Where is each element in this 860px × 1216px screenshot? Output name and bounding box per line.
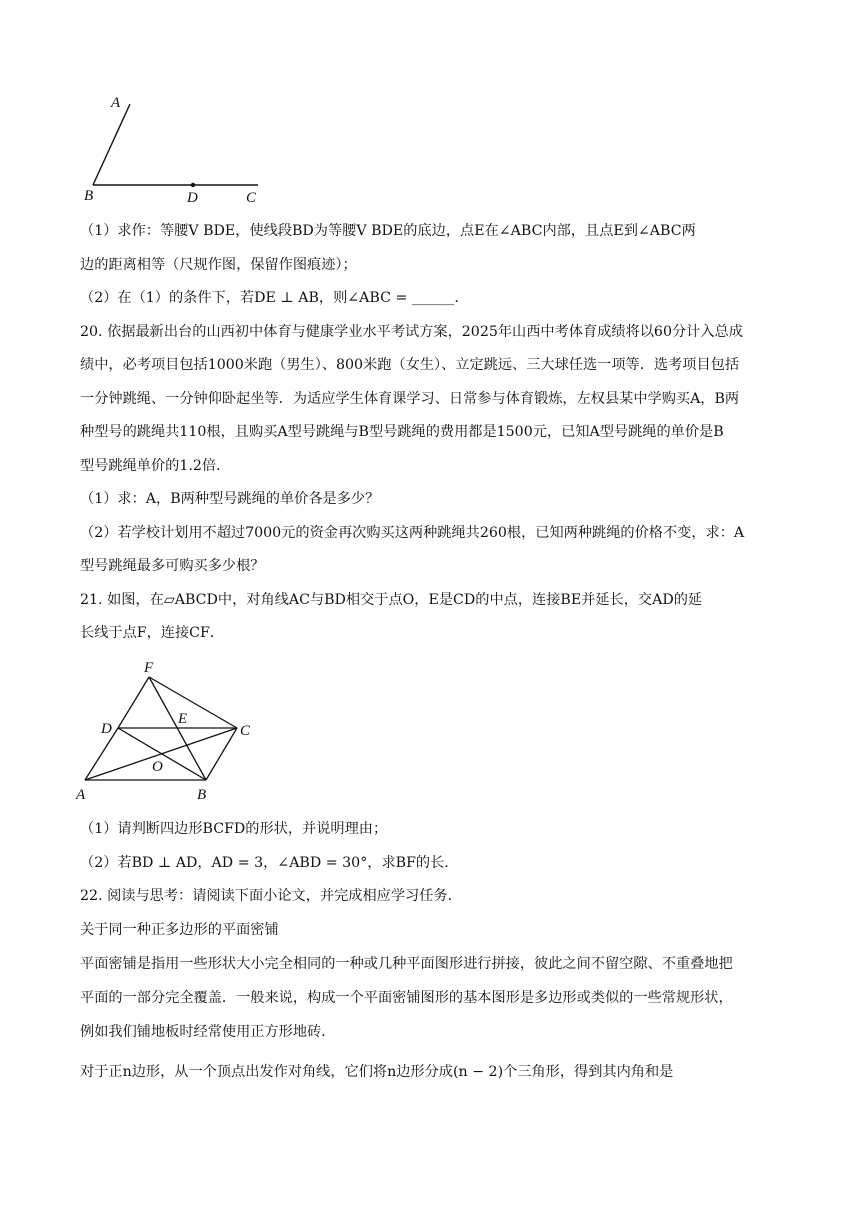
- label-A: A: [76, 787, 86, 803]
- q20-line5: 型号跳绳单价的1.2倍．: [80, 458, 231, 474]
- label-D: D: [101, 721, 112, 737]
- q20-part2-line1: （2）若学校计划用不超过7000元的资金再次购买这两种跳绳共260根，已知两种跳绳的价格不变，求：A: [80, 525, 745, 541]
- q22-para2: 对于正n边形，从一个顶点出发作对角线，它们将n边形分成(n − 2)个三角形，得到其内角和是: [80, 1064, 674, 1080]
- label-A: A: [111, 95, 121, 111]
- q19-part1-line1: （1）求作：等腰V BDE，使线段BD为等腰V BDE的底边，点E在∠ABC内部，且点E到∠ABC两: [80, 223, 696, 239]
- q21-line1: 21. 如图，在▱ABCD中，对角线AC与BD相交于点O，E是CD的中点，连接BE并延长，交AD的延: [80, 592, 703, 608]
- label-E: E: [178, 711, 188, 727]
- q21-part2: （2）若BD ⊥ AD，AD = 3，∠ABD = 30°，求BF的长．: [80, 855, 459, 871]
- label-B: B: [84, 188, 94, 204]
- q20-line4: 种型号的跳绳共110根，且购买A型号跳绳与B型号跳绳的费用都是1500元，已知A型号跳绳的单价是B: [80, 424, 724, 440]
- label-O: O: [152, 759, 163, 775]
- q20-line3: 一分钟跳绳、一分钟仰卧起坐等．为适应学生体育课学习、日常参与体育锻炼，左权县某中学购买A，B两: [80, 391, 740, 407]
- q20-part1: （1）求：A，B两种型号跳绳的单价各是多少？: [80, 491, 380, 507]
- q19-part1-line2: 边的距离相等（尺规作图，保留作图痕迹）；: [80, 257, 357, 273]
- parallelogram-figure: [70, 655, 270, 805]
- label-D: D: [187, 190, 198, 206]
- q22-intro: 22. 阅读与思考：请阅读下面小论文，并完成相应学习任务．: [80, 888, 462, 904]
- q22-para1-line3: 例如我们铺地板时经常使用正方形地砖．: [80, 1024, 336, 1040]
- label-C: C: [246, 190, 257, 206]
- q22-para1-line1: 平面密铺是指用一些形状大小完全相同的一种或几种平面图形进行拼接，彼此之间不留空隙、不重叠地把: [80, 956, 733, 972]
- label-B: B: [197, 787, 207, 803]
- label-F: F: [144, 660, 154, 676]
- q21-line2: 长线于点F，连接CF．: [80, 625, 225, 641]
- q21-part1: （1）请判断四边形BCFD的形状，并说明理由；: [80, 821, 388, 837]
- q20-part2-line2: 型号跳绳最多可购买多少根？: [80, 558, 265, 574]
- q22-para1-line2: 平面的一部分完全覆盖．一般来说，构成一个平面密铺图形的基本图形是多边形或类似的一些常规形状，: [80, 990, 733, 1006]
- label-C: C: [240, 723, 251, 739]
- angle-figure: [78, 92, 278, 207]
- q20-line1: 20. 依据最新出台的山西初中体育与健康学业水平考试方案，2025年山西中考体育成绩将以60分计入总成: [80, 324, 743, 340]
- q19-part2: （2）在（1）的条件下，若DE ⊥ AB，则∠ABC = ______.: [80, 290, 459, 306]
- q20-line2: 绩中，必考项目包括1000米跑（男生）、800米跑（女生）、立定跳远、三大球任选一项等．选考项目包括: [80, 357, 740, 373]
- q22-title: 关于同一种正多边形的平面密铺: [80, 922, 279, 938]
